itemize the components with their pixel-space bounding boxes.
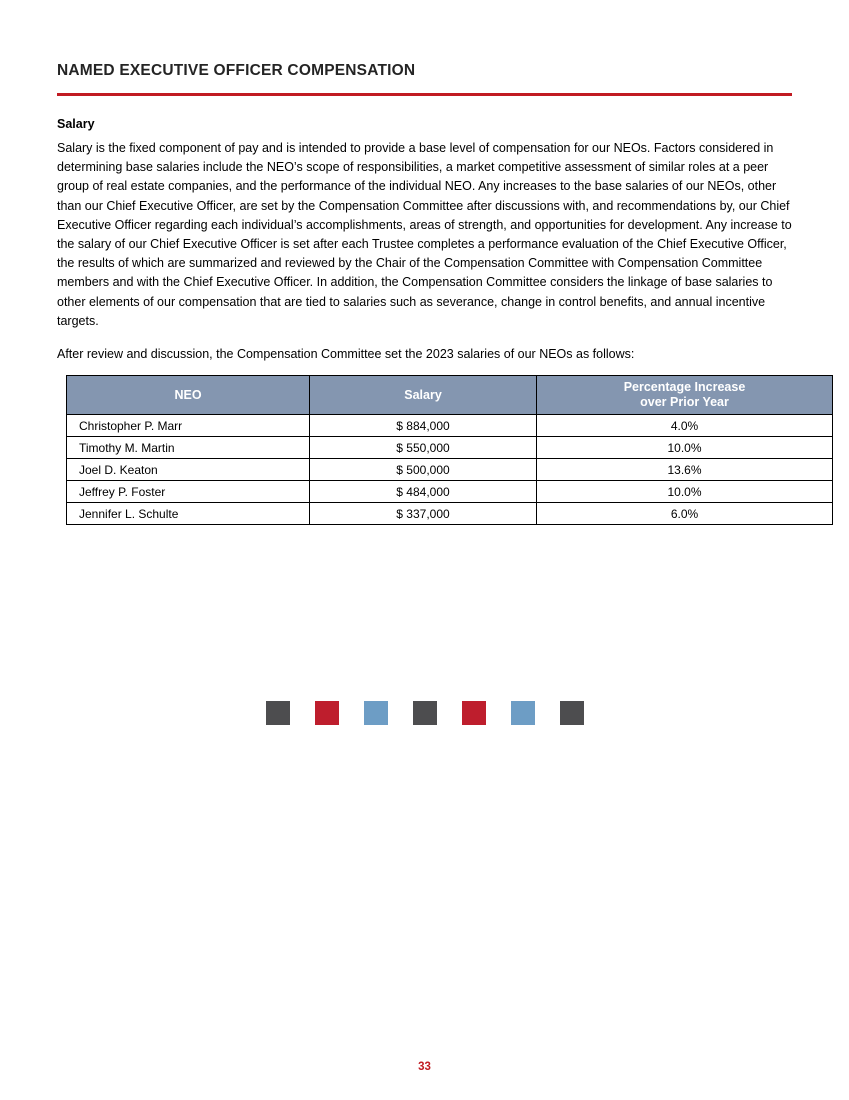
cell-neo: Jennifer L. Schulte bbox=[67, 503, 310, 525]
header-cell-neo: NEO bbox=[67, 376, 310, 415]
cell-salary: $ 884,000 bbox=[310, 415, 537, 437]
page-footer bbox=[0, 1057, 849, 1075]
cell-salary: $ 484,000 bbox=[310, 481, 537, 503]
page-number: 33 bbox=[418, 1061, 431, 1073]
cell-increase: 4.0% bbox=[537, 415, 833, 437]
decorative-square bbox=[413, 701, 437, 725]
salary-table bbox=[66, 375, 833, 525]
header-cell-salary: Salary bbox=[310, 376, 537, 415]
salary-paragraph: Salary is the fixed component of pay and is intended to provide a base level of compensation for our NEOs. Factors considered in determining base salaries include the NEO’s scope of responsibilities, a market competitive assessment of similar roles at a peer group of real estate companies, and the performance of the individual NEO. Any increases to the base salaries of our NEOs, other than our Chief Executive Officer, are set by the Compensation Committee after discussions with, and recommendations by, our Chief Executive Officer regarding each individual’s accomplishments, areas of strength, and opportunities for development. Any increase to the salary of our Chief Executive Officer is set after each Trustee completes a performance evaluation of the Chief Executive Officer, the results of which are summarized and reviewed by the Chair of the Compensation Committee with Compensation Committee members and with the Chief Executive Officer. In addition, the Compensation Committee considers the linkage of base salaries to other elements of our compensation that are tied to salaries such as severance, change in control benefits, and annual incentive targets. bbox=[57, 141, 792, 328]
title-underline-rule bbox=[57, 93, 792, 96]
table-row bbox=[67, 481, 833, 503]
cell-salary: $ 500,000 bbox=[310, 459, 537, 481]
cell-salary: $ 550,000 bbox=[310, 437, 537, 459]
decorative-square bbox=[462, 701, 486, 725]
decorative-square bbox=[315, 701, 339, 725]
table-row bbox=[67, 459, 833, 481]
cell-neo: Timothy M. Martin bbox=[67, 437, 310, 459]
page-title: NAMED EXECUTIVE OFFICER COMPENSATION bbox=[57, 62, 416, 79]
cell-neo: Joel D. Keaton bbox=[67, 459, 310, 481]
cell-increase: 10.0% bbox=[537, 481, 833, 503]
header-percentage-increase-line1: Percentage Increase bbox=[623, 380, 746, 395]
cell-neo: Jeffrey P. Foster bbox=[67, 481, 310, 503]
cell-increase: 13.6% bbox=[537, 459, 833, 481]
decorative-square bbox=[266, 701, 290, 725]
decorative-square bbox=[560, 701, 584, 725]
table-intro-paragraph: After review and discussion, the Compensation Committee set the 2023 salaries of our NEOs as follows: bbox=[57, 347, 635, 362]
table-row bbox=[67, 415, 833, 437]
table-header-row bbox=[67, 376, 833, 415]
decorative-square bbox=[511, 701, 535, 725]
decorative-square bbox=[364, 701, 388, 725]
header-cell-percentage-increase bbox=[537, 376, 833, 415]
cell-increase: 6.0% bbox=[537, 503, 833, 525]
table-row bbox=[67, 437, 833, 459]
cell-neo: Christopher P. Marr bbox=[67, 415, 310, 437]
cell-increase: 10.0% bbox=[537, 437, 833, 459]
salary-section-heading: Salary bbox=[57, 117, 95, 131]
header-percentage-increase-line2: over Prior Year bbox=[640, 395, 729, 410]
table-row bbox=[67, 503, 833, 525]
cell-salary: $ 337,000 bbox=[310, 503, 537, 525]
decorative-squares-row bbox=[57, 701, 792, 725]
